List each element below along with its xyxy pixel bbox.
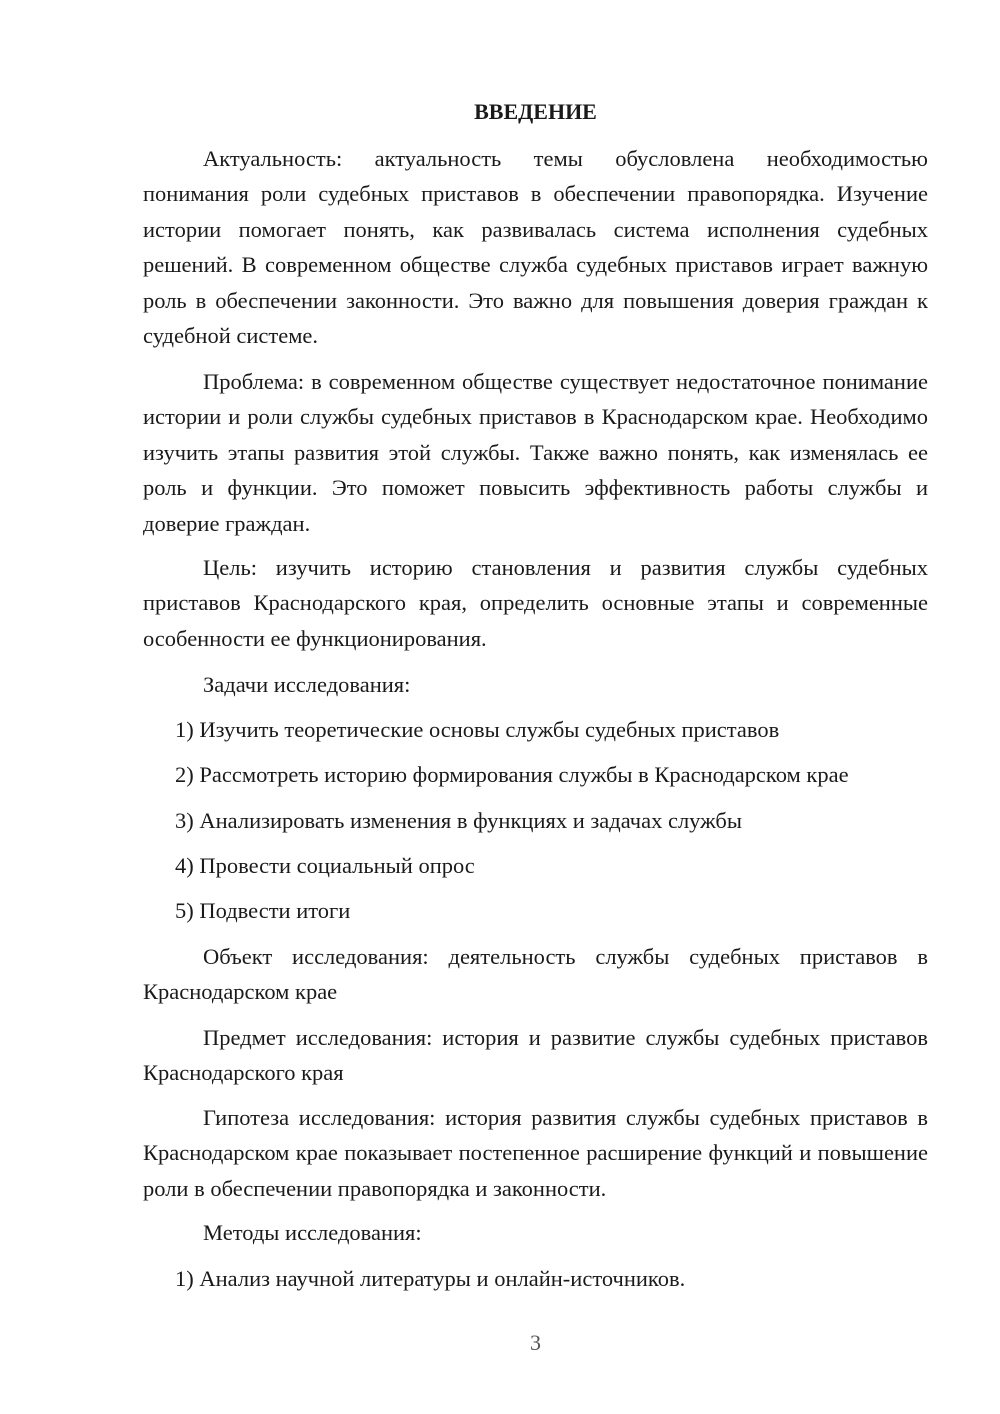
task-item: 3) Анализировать изменения в функциях и задачах службы bbox=[175, 808, 742, 833]
tasks-heading: Задачи исследования: bbox=[203, 672, 411, 697]
problem-paragraph: Проблема: в современном обществе существует недостаточное понимание истории и роли службы судебных приставов в Краснодарском крае. Необходимо изучить этапы развития этой службы. Также важно понять, как изменялась ее роль и функции. Это поможет повысить эффективность работы службы и доверие граждан. bbox=[143, 369, 928, 536]
page-title: ВВЕДЕНИЕ bbox=[474, 99, 597, 124]
task-item: 1) Изучить теоретические основы службы судебных приставов bbox=[175, 717, 780, 742]
task-item: 5) Подвести итоги bbox=[175, 898, 351, 923]
subject-paragraph: Предмет исследования: история и развитие службы судебных приставов Краснодарского края bbox=[143, 1025, 928, 1086]
task-item: 2) Рассмотреть историю формирования службы в Краснодарском крае bbox=[175, 762, 849, 787]
task-item: 4) Провести социальный опрос bbox=[175, 853, 475, 878]
object-paragraph: Объект исследования: деятельность службы судебных приставов в Краснодарском крае bbox=[143, 944, 928, 1005]
goal-paragraph: Цель: изучить историю становления и развития службы судебных приставов Краснодарского края, определить основные этапы и современные особенности ее функционирования. bbox=[143, 555, 928, 651]
hypothesis-paragraph: Гипотеза исследования: история развития службы судебных приставов в Краснодарском крае показывает постепенное расширение функций и повышение роли в обеспечении правопорядка и законности. bbox=[143, 1105, 928, 1201]
method-item: 1) Анализ научной литературы и онлайн-источников. bbox=[175, 1266, 686, 1291]
relevance-paragraph: Актуальность: актуальность темы обусловлена необходимостью понимания роли судебных приставов в обеспечении правопорядка. Изучение истории помогает понять, как развивалась система исполнения судебных решений. В современном обществе служба судебных приставов играет важную роль в обеспечении законности. Это важно для повышения доверия граждан к судебной системе. bbox=[143, 146, 928, 349]
page-number: 3 bbox=[530, 1330, 541, 1355]
methods-heading: Методы исследования: bbox=[203, 1220, 422, 1245]
